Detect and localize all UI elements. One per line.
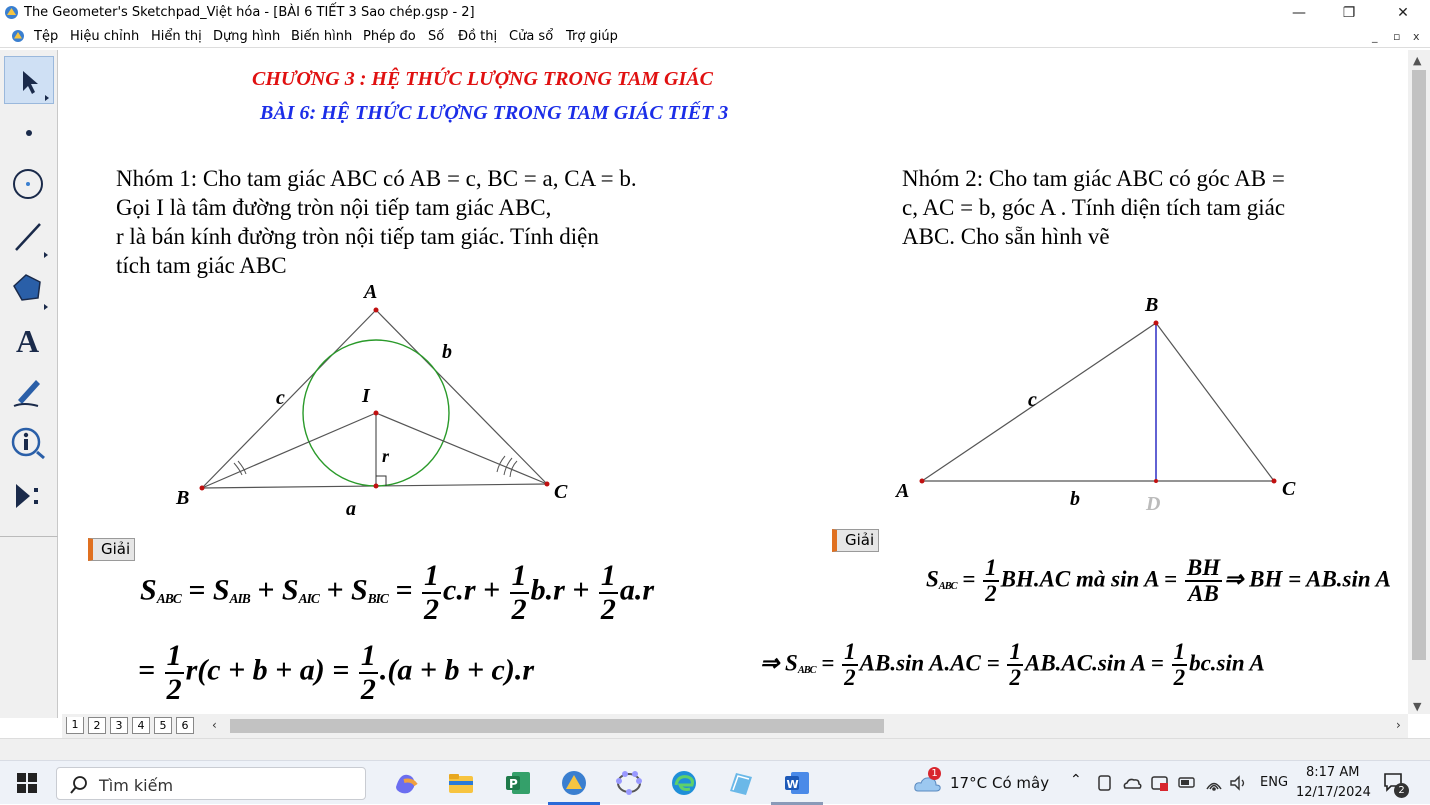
figure-altitude-triangle[interactable] xyxy=(882,286,1302,518)
polygon-tool-icon xyxy=(4,264,54,312)
doc-minimize-button[interactable]: _ xyxy=(1372,30,1378,43)
title-bar xyxy=(0,0,1430,26)
label-side-b: b xyxy=(442,341,452,363)
menu-help[interactable]: Trợ giúp xyxy=(566,29,618,44)
f1-plus4: + xyxy=(572,573,590,607)
scroll-left-icon[interactable]: ‹ xyxy=(212,718,217,732)
scroll-right-icon[interactable]: › xyxy=(1396,718,1401,732)
f2b-t3: bc.sin A xyxy=(1189,650,1265,676)
point-i[interactable] xyxy=(374,411,379,416)
information-tool-icon xyxy=(4,420,54,468)
label-side-c-2: c xyxy=(1028,389,1037,411)
f2b-eq: = xyxy=(821,650,835,676)
label-side-c: c xyxy=(276,387,285,409)
f1-eq: = xyxy=(188,573,206,607)
page-tab-5[interactable]: 5 xyxy=(154,717,172,734)
sketchpad-taskbar-icon[interactable] xyxy=(558,767,590,799)
label-side-a: a xyxy=(346,498,356,520)
toolbox-empty-area xyxy=(0,536,58,718)
f2-s: S xyxy=(926,566,939,592)
text-tool[interactable] xyxy=(4,316,54,364)
polygon-tool[interactable] xyxy=(4,264,54,312)
segment-bi[interactable] xyxy=(202,413,376,488)
f1b-a: r(c + b + a) = xyxy=(185,653,350,687)
notification-count-badge: 2 xyxy=(1394,783,1409,798)
custom-tool[interactable] xyxy=(4,472,54,520)
arrow-tool[interactable] xyxy=(4,56,54,104)
page-tab-3[interactable]: 3 xyxy=(110,717,128,734)
group2-line: Nhóm 2: Cho tam giác ABC có góc AB = xyxy=(902,166,1285,191)
f2b-impl: ⇒ xyxy=(760,650,780,676)
group1-line: Gọi I là tâm đường tròn nội tiếp tam giác ABC, xyxy=(116,195,552,220)
f2-frac: $\frac{1}{2}$ xyxy=(985,555,997,607)
f1-frac3: $\frac{1}{2}$ xyxy=(600,559,616,626)
weather-badge: 1 xyxy=(928,767,941,780)
compass-tool-icon xyxy=(4,160,54,208)
text-tool-glyph: A xyxy=(16,323,40,359)
page-tab-1[interactable]: 1 xyxy=(66,717,84,734)
compass-tool[interactable] xyxy=(4,160,54,208)
weather-temperature[interactable]: 17°C xyxy=(950,774,988,792)
arrow-tool-icon xyxy=(5,57,55,105)
document-icon[interactable] xyxy=(11,29,25,43)
group2-line: c, AC = b, góc A . Tính diện tích tam giác xyxy=(902,195,1286,220)
lesson-title: BÀI 6: HỆ THỨC LƯỢNG TRONG TAM GIÁC TIẾT 3 xyxy=(260,102,729,124)
custom-tool-icon xyxy=(4,472,54,520)
svg-text:P: P xyxy=(509,777,518,791)
formula2-line2 xyxy=(760,640,1265,690)
horizontal-scroll-thumb[interactable] xyxy=(230,719,884,733)
menu-transform[interactable]: Biến hình xyxy=(291,29,353,44)
f2b-frac3: $\frac{1}{2}$ xyxy=(1173,639,1186,691)
formula2-line1 xyxy=(926,556,1391,606)
marker-tool[interactable] xyxy=(4,368,54,416)
point-tool-icon xyxy=(4,108,54,156)
f2b-s: S xyxy=(785,650,798,676)
point-b[interactable] xyxy=(200,486,205,491)
f2-s-sub: ABC xyxy=(938,581,957,592)
menu-file[interactable]: Tệp xyxy=(34,29,59,44)
page-tab-6[interactable]: 6 xyxy=(176,717,194,734)
page-tabs-and-scrollbar xyxy=(62,714,1408,738)
notes-app-icon[interactable] xyxy=(724,767,756,799)
f2b-s-sub: ABC xyxy=(797,665,816,676)
window-title: The Geometer's Sketchpad_Việt hóa - [BÀI 6 TIẾT 3 Sao chép.gsp - 2] xyxy=(24,5,475,20)
publisher-icon[interactable] xyxy=(502,767,534,799)
vertical-scroll-thumb[interactable] xyxy=(1412,70,1426,660)
label-i: I xyxy=(362,385,370,407)
side-bc-2[interactable] xyxy=(1156,323,1274,481)
page-tab-4[interactable]: 4 xyxy=(132,717,150,734)
sketchpad-app-icon xyxy=(4,5,19,20)
straightedge-tool-icon xyxy=(4,212,54,260)
geogebra-icon[interactable] xyxy=(613,767,645,799)
group1-line: r là bán kính đường tròn nội tiếp tam giác. Tính diện xyxy=(116,224,599,249)
label-side-b-2: b xyxy=(1070,488,1080,510)
f1-s-sub: ABC xyxy=(156,590,181,606)
side-ab[interactable] xyxy=(202,310,376,488)
f1b-eq: = xyxy=(138,653,156,687)
toolbox xyxy=(0,50,58,536)
point-a[interactable] xyxy=(374,308,379,313)
formula1-line1 xyxy=(140,560,654,625)
f1b-frac: $\frac{1}{2}$ xyxy=(166,639,182,706)
point-b-2[interactable] xyxy=(1154,321,1159,326)
doc-close-button[interactable]: x xyxy=(1413,30,1420,43)
wifi-icon[interactable] xyxy=(1204,773,1224,793)
security-icon[interactable] xyxy=(1150,774,1170,792)
tray-chevron-icon[interactable]: ⌃ xyxy=(1070,772,1082,788)
side-ab-2[interactable] xyxy=(922,323,1156,481)
segment-ci[interactable] xyxy=(376,413,547,484)
edge-browser-icon[interactable] xyxy=(668,767,700,799)
vertical-scrollbar[interactable] xyxy=(1408,50,1430,714)
clock-time[interactable]: 8:17 AM xyxy=(1306,765,1360,780)
text-tool-icon xyxy=(4,316,54,364)
point-tool[interactable] xyxy=(4,108,54,156)
menu-bar xyxy=(0,26,1430,48)
f1-s2: S xyxy=(212,573,230,607)
menu-display[interactable]: Hiển thị xyxy=(151,29,202,44)
search-placeholder: Tìm kiếm xyxy=(99,776,174,795)
menu-edit[interactable]: Hiệu chỉnh xyxy=(70,29,140,44)
f1-plus2: + xyxy=(326,573,344,607)
menu-measure[interactable]: Phép đo xyxy=(363,29,416,44)
group2-problem xyxy=(902,164,1285,251)
label-a-2: A xyxy=(896,480,910,502)
windows-taskbar xyxy=(0,760,1430,804)
onedrive-icon[interactable] xyxy=(1122,774,1142,792)
f1b-b: .(a + b + c).r xyxy=(379,653,535,687)
scroll-down-icon[interactable]: ▼ xyxy=(1413,700,1422,713)
group1-line: Nhóm 1: Cho tam giác ABC có AB = c, BC = a, CA = b. xyxy=(116,166,637,191)
f1-aib-sub: AIB xyxy=(229,590,250,606)
f1-s4: S xyxy=(350,573,368,607)
label-b-2: B xyxy=(1145,294,1159,316)
restore-button[interactable]: ❐ xyxy=(1342,5,1356,21)
side-ac[interactable] xyxy=(376,310,547,484)
marker-tool-icon xyxy=(4,368,54,416)
straightedge-tool[interactable] xyxy=(4,212,54,260)
solve-button-group2[interactable]: Giải xyxy=(832,529,879,552)
label-b: B xyxy=(176,487,190,509)
menu-construct[interactable]: Dựng hình xyxy=(213,29,281,44)
svg-text:W: W xyxy=(786,778,799,791)
taskbar-search-box[interactable] xyxy=(56,767,366,800)
language-indicator[interactable]: ENG xyxy=(1260,775,1289,790)
volume-icon[interactable] xyxy=(1228,773,1248,793)
point-foot[interactable] xyxy=(374,484,379,489)
copilot-icon[interactable] xyxy=(390,767,422,799)
f1-s3: S xyxy=(281,573,299,607)
f1-s: S xyxy=(140,573,157,607)
word-icon[interactable] xyxy=(781,767,813,799)
minimize-button[interactable]: — xyxy=(1292,5,1306,21)
menu-window[interactable]: Cửa sổ xyxy=(509,29,554,44)
f1b-frac2: $\frac{1}{2}$ xyxy=(360,639,376,706)
tray-app-icon[interactable] xyxy=(1096,774,1114,792)
f2-p1: BH.AC mà sin A = xyxy=(1000,566,1178,592)
clock-date[interactable]: 12/17/2024 xyxy=(1296,785,1371,800)
status-bar xyxy=(0,738,1430,760)
f1-plus3: + xyxy=(483,573,501,607)
menu-number[interactable]: Số xyxy=(428,29,445,44)
page-tab-2[interactable]: 2 xyxy=(88,717,106,734)
f1-t1: c.r xyxy=(443,573,476,607)
f2b-t2: AB.AC.sin A = xyxy=(1024,650,1164,676)
group1-problem xyxy=(116,164,637,280)
sketch-canvas[interactable] xyxy=(62,50,1408,714)
label-c: C xyxy=(554,481,568,503)
f1-bic-sub: BIC xyxy=(367,590,388,606)
label-r: r xyxy=(382,446,390,466)
point-d[interactable] xyxy=(1154,479,1158,483)
f2b-frac: $\frac{1}{2}$ xyxy=(844,639,856,691)
f2-eq: = xyxy=(962,566,976,592)
f2-frac-bh-ab: $\frac{BH}{AB}$ xyxy=(1186,555,1221,607)
file-explorer-icon[interactable] xyxy=(445,767,477,799)
f1-t3: a.r xyxy=(619,573,655,607)
f1-frac2: $\frac{1}{2}$ xyxy=(511,559,527,626)
f1-aic-sub: AIC xyxy=(298,590,319,606)
label-c-2: C xyxy=(1282,478,1296,500)
label-d: D xyxy=(1146,493,1161,515)
battery-icon[interactable] xyxy=(1178,776,1198,790)
weather-condition[interactable]: Có mây xyxy=(992,774,1050,792)
group1-line: tích tam giác ABC xyxy=(116,253,287,278)
f2b-t1: AB.sin A.AC = xyxy=(859,650,1000,676)
windows-start-icon[interactable] xyxy=(17,773,37,793)
group2-line: ABC. Cho sẵn hình vẽ xyxy=(902,224,1110,249)
f2b-frac2: $\frac{1}{2}$ xyxy=(1009,639,1021,691)
information-tool[interactable] xyxy=(4,420,54,468)
menu-graph[interactable]: Đồ thị xyxy=(458,29,498,44)
solve-button-group1[interactable]: Giải xyxy=(88,538,135,561)
chapter-title: CHƯƠNG 3 : HỆ THỨC LƯỢNG TRONG TAM GIÁC xyxy=(252,68,713,90)
f2-arrow: ⇒ BH = AB.sin A xyxy=(1224,566,1391,592)
label-a: A xyxy=(364,281,378,303)
scroll-up-icon[interactable]: ▲ xyxy=(1413,54,1422,67)
f1-t2: b.r xyxy=(530,573,565,607)
search-icon xyxy=(69,775,89,795)
figure-incircle-triangle[interactable] xyxy=(162,270,602,520)
doc-restore-button[interactable]: ▫ xyxy=(1393,30,1401,43)
point-c[interactable] xyxy=(545,482,550,487)
point-a-2[interactable] xyxy=(920,479,925,484)
f1-plus: + xyxy=(257,573,275,607)
f1-eq2: = xyxy=(395,573,413,607)
formula1-line2 xyxy=(138,640,534,705)
point-c-2[interactable] xyxy=(1272,479,1277,484)
close-button[interactable]: ✕ xyxy=(1397,5,1409,21)
f1-frac: $\frac{1}{2}$ xyxy=(424,559,439,626)
